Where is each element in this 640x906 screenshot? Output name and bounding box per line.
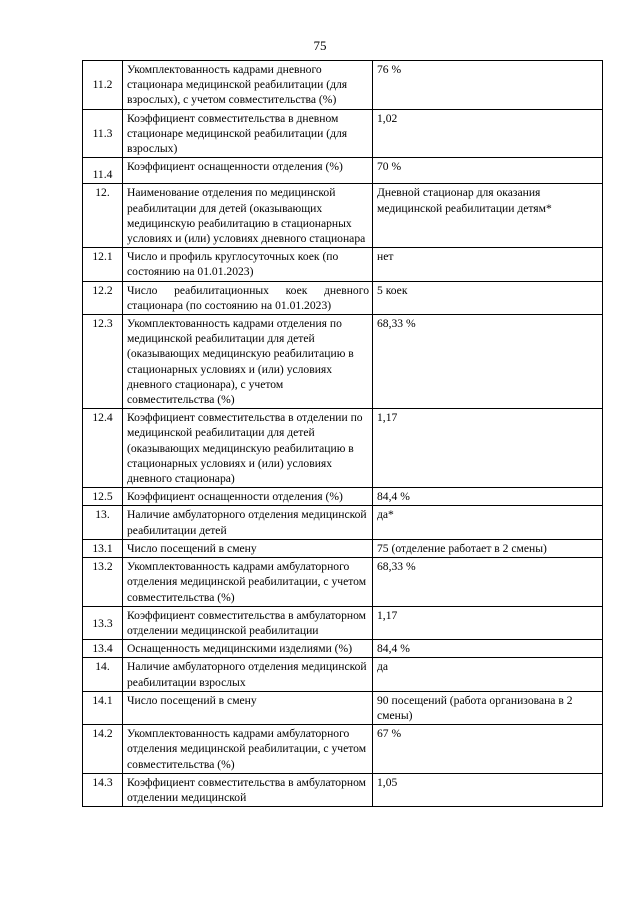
table-row (83, 725, 603, 774)
row-number: 14.1 (83, 691, 123, 724)
row-value: 76 % (373, 61, 603, 110)
row-number: 14.2 (83, 725, 123, 774)
row-description: Коэффициент оснащенности отделения (%) (123, 488, 373, 506)
row-description: Число реабилитационных коек дневного стационара (по состоянию на 01.01.2023) (123, 281, 373, 314)
row-value: да* (373, 506, 603, 539)
table-row (83, 506, 603, 539)
row-value: 84,4 % (373, 640, 603, 658)
table-row (83, 640, 603, 658)
row-description: Укомплектованность кадрами амбулаторного отделения медицинской реабилитации, с учетом совместительства (%) (123, 725, 373, 774)
row-description: Число и профиль круглосуточных коек (по состоянию на 01.01.2023) (123, 248, 373, 281)
row-description: Наличие амбулаторного отделения медицинской реабилитации взрослых (123, 658, 373, 691)
row-number: 13.1 (83, 539, 123, 557)
table-row (83, 691, 603, 724)
row-number: 14. (83, 658, 123, 691)
row-value: 75 (отделение работает в 2 смены) (373, 539, 603, 557)
row-number: 12.5 (83, 488, 123, 506)
table-row (83, 315, 603, 409)
row-number: 13. (83, 506, 123, 539)
row-number: 12.3 (83, 315, 123, 409)
row-number: 12.2 (83, 281, 123, 314)
row-description: Число посещений в смену (123, 691, 373, 724)
row-number: 13.2 (83, 558, 123, 607)
row-number: 13.3 (83, 606, 123, 639)
row-value: 5 коек (373, 281, 603, 314)
row-value: 67 % (373, 725, 603, 774)
row-description: Число посещений в смену (123, 539, 373, 557)
table-row (83, 539, 603, 557)
rehabilitation-indicators-table (82, 60, 603, 807)
row-number: 14.3 (83, 773, 123, 806)
row-number: 12. (83, 184, 123, 248)
row-description: Коэффициент оснащенности отделения (%) (123, 158, 373, 184)
row-number: 12.1 (83, 248, 123, 281)
row-value: 1,02 (373, 109, 603, 158)
table-row (83, 488, 603, 506)
table-row (83, 281, 603, 314)
table-row (83, 109, 603, 158)
row-value: да (373, 658, 603, 691)
row-number: 13.4 (83, 640, 123, 658)
row-value: 1,17 (373, 409, 603, 488)
row-value: Дневной стационар для оказания медицинской реабилитации детям* (373, 184, 603, 248)
row-number: 11.3 (83, 109, 123, 158)
table-row (83, 558, 603, 607)
row-description: Наличие амбулаторного отделения медицинской реабилитации детей (123, 506, 373, 539)
row-value: 1,17 (373, 606, 603, 639)
row-description: Укомплектованность кадрами отделения по медицинской реабилитации для детей (оказывающих медицинскую реабилитацию в стационарных условиях и (или) условиях дневного стационара), с учетом совместительства (%) (123, 315, 373, 409)
table-row (83, 409, 603, 488)
row-value: 68,33 % (373, 315, 603, 409)
row-value: 1,05 (373, 773, 603, 806)
row-value: 84,4 % (373, 488, 603, 506)
row-description: Укомплектованность кадрами дневного стационара медицинской реабилитации (для взрослых), с учетом совместительства (%) (123, 61, 373, 110)
row-number: 11.4 (83, 158, 123, 184)
row-number: 11.2 (83, 61, 123, 110)
table-row (83, 773, 603, 806)
row-description: Наименование отделения по медицинской реабилитации для детей (оказывающих медицинскую реабилитацию в стационарных условиях и (или) условиях дневного стационара (123, 184, 373, 248)
row-description: Коэффициент совместительства в амбулаторном отделении медицинской реабилитации (123, 606, 373, 639)
table-row (83, 61, 603, 110)
row-value: нет (373, 248, 603, 281)
row-value: 70 % (373, 158, 603, 184)
table-row (83, 158, 603, 184)
page-number: 75 (313, 38, 327, 53)
table-row (83, 658, 603, 691)
row-value: 68,33 % (373, 558, 603, 607)
row-value: 90 посещений (работа организована в 2 смены) (373, 691, 603, 724)
table-row (83, 606, 603, 639)
row-number: 12.4 (83, 409, 123, 488)
row-description: Укомплектованность кадрами амбулаторного отделения медицинской реабилитации, с учетом совместительства (%) (123, 558, 373, 607)
table-row (83, 248, 603, 281)
table-row (83, 184, 603, 248)
row-description: Коэффициент совместительства в дневном стационаре медицинской реабилитации (для взрослых) (123, 109, 373, 158)
row-description: Коэффициент совместительства в амбулаторном отделении медицинской (123, 773, 373, 806)
row-description: Коэффициент совместительства в отделении по медицинской реабилитации для детей (оказывающих медицинскую реабилитацию в стационарных условиях и (или) условиях дневного стационара) (123, 409, 373, 488)
row-description: Оснащенность медицинскими изделиями (%) (123, 640, 373, 658)
